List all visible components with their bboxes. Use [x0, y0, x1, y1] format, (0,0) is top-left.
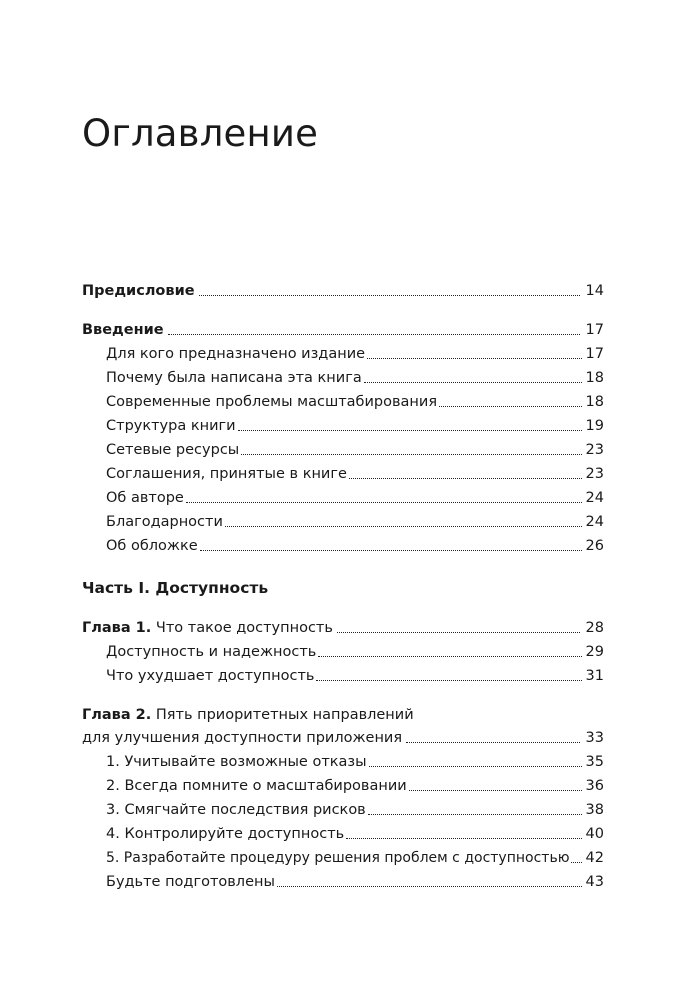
toc-entry-label: Сетевые ресурсы — [106, 442, 240, 458]
toc-page-number: 35 — [585, 754, 604, 770]
leader-dots — [318, 656, 582, 657]
toc-entry-label: 1. Учитывайте возможные отказы — [106, 754, 367, 770]
toc-subentry[interactable] — [82, 664, 604, 688]
toc-page-number: 18 — [585, 370, 604, 386]
leader-dots — [571, 862, 582, 863]
toc-entry-chapter-1[interactable] — [82, 616, 604, 640]
toc-entry-label: Благодарности — [106, 514, 223, 530]
toc-subentry[interactable] — [82, 798, 604, 822]
toc-entry-label: Введение — [82, 322, 164, 338]
toc-entry-chapter-2[interactable] — [82, 704, 604, 750]
leader-dots — [200, 550, 582, 551]
toc-entry-label: Почему была написана эта книга — [106, 370, 362, 386]
leader-dots — [409, 790, 582, 791]
toc-page-number: 14 — [585, 283, 604, 299]
toc-page-number: 33 — [585, 730, 604, 746]
toc-entry-label: Будьте подготовлены — [106, 874, 275, 890]
toc-entry-label: Доступность и надежность — [106, 644, 317, 660]
toc-page-number: 36 — [585, 778, 604, 794]
toc-entry-preface[interactable] — [82, 279, 604, 303]
leader-dots — [337, 632, 580, 633]
leader-dots — [369, 766, 582, 767]
toc-subentry[interactable] — [82, 750, 604, 774]
leader-dots — [241, 454, 582, 455]
leader-dots — [186, 502, 582, 503]
leader-dots — [346, 838, 582, 839]
leader-dots — [277, 886, 582, 887]
toc-entry-label: Об авторе — [106, 490, 184, 506]
toc-entry-intro[interactable] — [82, 318, 604, 342]
toc-page-number: 28 — [585, 620, 604, 636]
toc-subentry[interactable] — [82, 534, 604, 558]
toc-entry-label: Для кого предназначено издание — [106, 346, 366, 362]
toc-entry-label-line1: Пять приоритетных направлений — [155, 707, 414, 723]
toc-entry-label: Что ухудшает доступность — [106, 668, 315, 684]
leader-dots — [406, 742, 580, 743]
leader-dots — [349, 478, 582, 479]
toc-entry-label: Об обложке — [106, 538, 198, 554]
leader-dots — [238, 430, 582, 431]
toc-page-number: 23 — [585, 442, 604, 458]
page-title: Оглавление — [82, 112, 319, 155]
toc-entry-label: Структура книги — [106, 418, 236, 434]
toc-subentry[interactable] — [82, 462, 604, 486]
toc-subentry[interactable] — [82, 870, 604, 894]
toc-page-number: 31 — [585, 668, 604, 684]
toc-page-number: 23 — [585, 466, 604, 482]
part-heading[interactable]: Часть I. Доступность — [82, 579, 269, 597]
toc-subentry[interactable] — [82, 438, 604, 462]
toc-page-number: 43 — [585, 874, 604, 890]
toc-page-number: 29 — [585, 644, 604, 660]
toc-subentry[interactable] — [82, 510, 604, 534]
table-of-contents — [82, 279, 604, 894]
toc-subentry[interactable] — [82, 486, 604, 510]
toc-subentry[interactable] — [82, 774, 604, 798]
toc-entry-label: 3. Смягчайте последствия рисков — [106, 802, 366, 818]
toc-subentry[interactable] — [82, 414, 604, 438]
leader-dots — [364, 382, 582, 383]
toc-page-number: 38 — [585, 802, 604, 818]
toc-subentry[interactable] — [82, 342, 604, 366]
chapter-prefix: Глава 2. — [82, 707, 152, 723]
toc-subentry[interactable] — [82, 366, 604, 390]
leader-dots — [368, 814, 582, 815]
leader-dots — [439, 406, 582, 407]
toc-page-number: 17 — [585, 346, 604, 362]
toc-entry-label: Современные проблемы масштабирования — [106, 394, 438, 410]
toc-subentry[interactable] — [82, 846, 604, 870]
leader-dots — [199, 295, 580, 296]
toc-page-number: 24 — [585, 514, 604, 530]
toc-page-number: 18 — [585, 394, 604, 410]
leader-dots — [367, 358, 582, 359]
toc-page-number: 24 — [585, 490, 604, 506]
toc-entry-label: Предисловие — [82, 283, 195, 299]
toc-entry-label: 5. Разработайте процедуру решения проблем с доступностью — [106, 850, 570, 866]
toc-subentry[interactable] — [82, 640, 604, 664]
toc-subentry[interactable] — [82, 822, 604, 846]
toc-entry-label: Что такое доступность — [155, 620, 333, 636]
toc-page-number: 42 — [585, 850, 604, 866]
leader-dots — [316, 680, 582, 681]
toc-entry-label-line2: для улучшения доступности приложения — [82, 730, 403, 746]
toc-entry-label: Соглашения, принятые в книге — [106, 466, 347, 482]
toc-entry-label: 4. Контролируйте доступность — [106, 826, 345, 842]
toc-page-number: 19 — [585, 418, 604, 434]
leader-dots — [168, 334, 580, 335]
toc-page-number: 26 — [585, 538, 604, 554]
toc-subentry[interactable] — [82, 390, 604, 414]
toc-page-number: 17 — [585, 322, 604, 338]
toc-entry-label: 2. Всегда помните о масштабировании — [106, 778, 407, 794]
leader-dots — [225, 526, 582, 527]
toc-page-number: 40 — [585, 826, 604, 842]
chapter-prefix: Глава 1. — [82, 620, 152, 636]
